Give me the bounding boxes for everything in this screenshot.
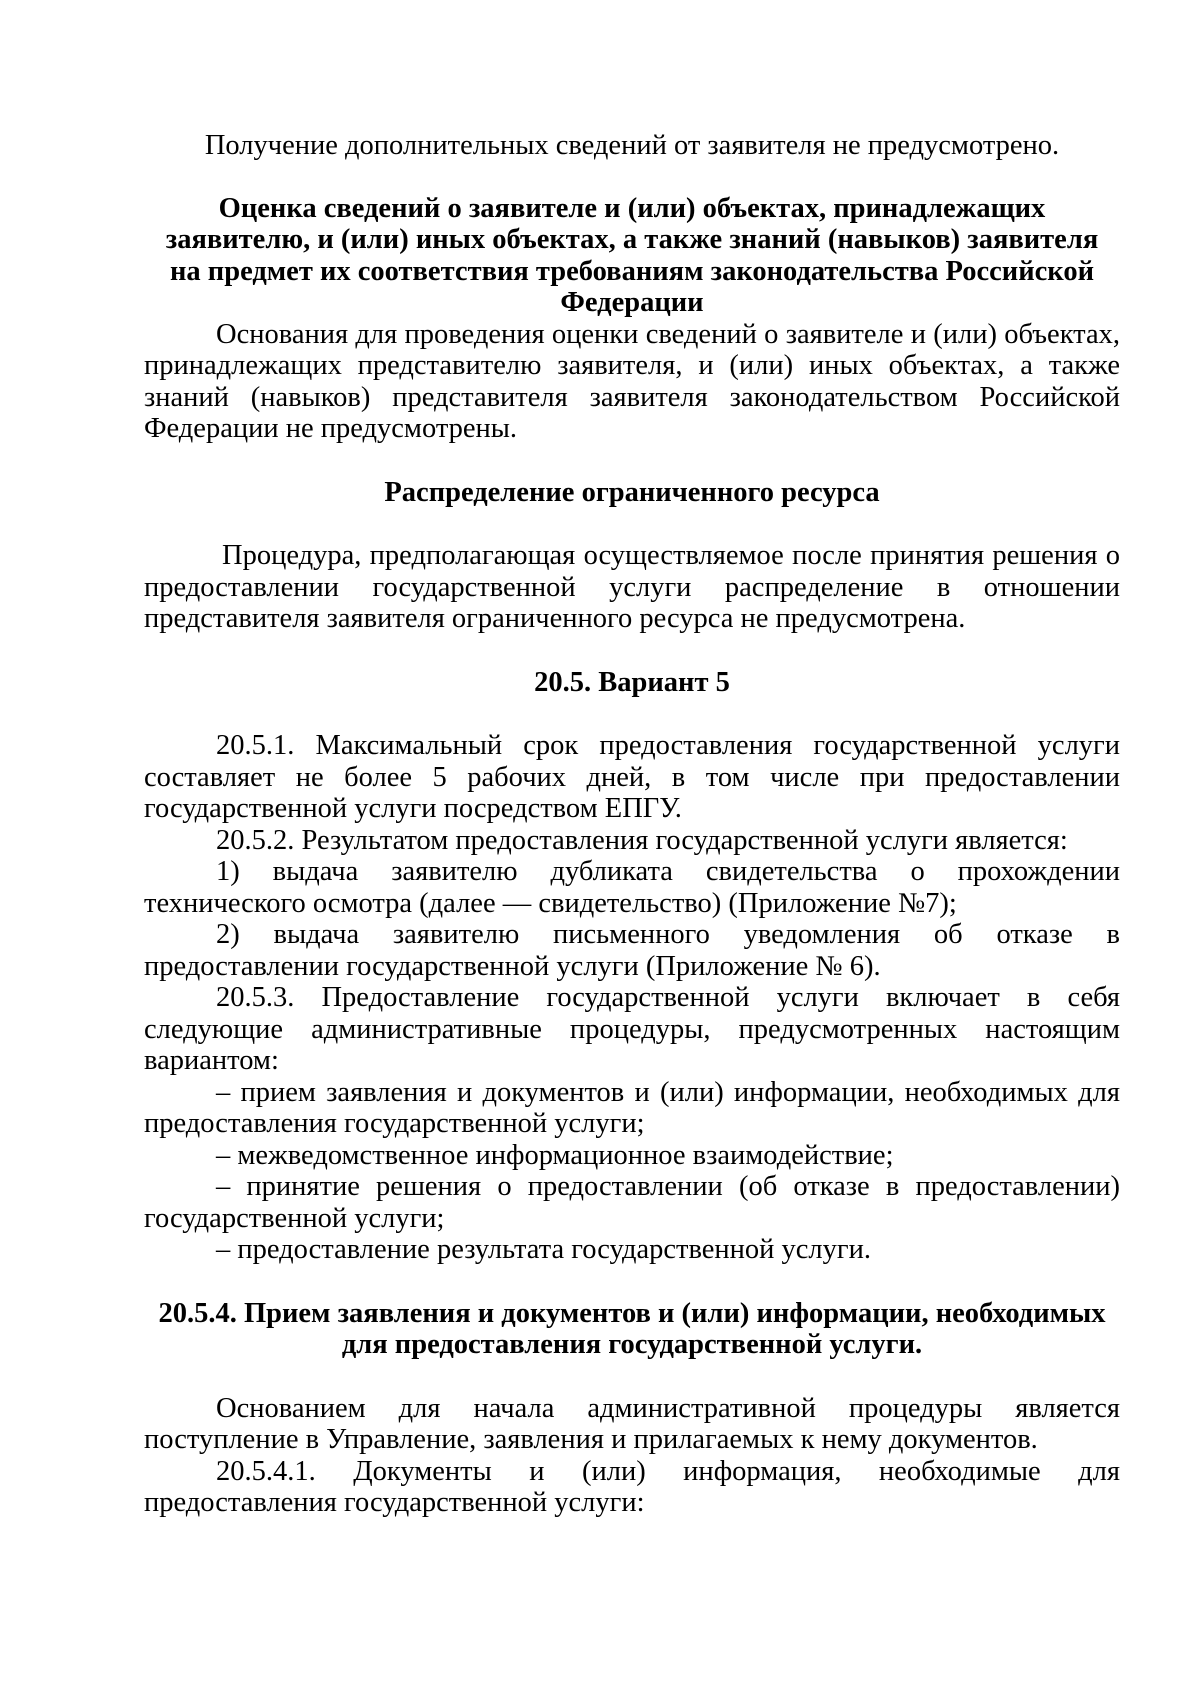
reception-basis-paragraph: Основанием для начала административной процедуры является поступление в Управление, заявления и прилагаемых к нему документов.	[144, 1392, 1120, 1455]
intro-paragraph: Получение дополнительных сведений от заявителя не предусмотрено.	[204, 130, 1060, 161]
procedure-item: – межведомственное информационное взаимодействие;	[216, 1139, 894, 1171]
document-body	[144, 130, 1120, 1519]
procedure-item: – предоставление результата государственной услуги.	[216, 1234, 871, 1265]
reception-documents-paragraph: 20.5.4.1. Документы и (или) информация, необходимые для предоставления государственной услуги:	[144, 1455, 1120, 1518]
procedure-item: – принятие решения о предоставлении (об отказе в предоставлении) государственной услуги;	[144, 1171, 1120, 1234]
procedure-item: – прием заявления и документов и (или) информации, необходимых для предоставления государственной услуги;	[144, 1076, 1120, 1139]
assessment-heading: Оценка сведений о заявителе и (или) объектах, принадлежащих заявителю, и (или) иных объектах, а также знаний (навыков) заявителя на предмет их соответствия требованиям законодательства Российской Федерации	[165, 192, 1099, 318]
variant-term-paragraph: 20.5.1. Максимальный срок предоставления государственной услуги составляет не более 5 рабочих дней, в том числе при предоставлении государственной услуги посредством ЕПГУ.	[144, 730, 1120, 824]
variant-heading: 20.5. Вариант 5	[534, 666, 730, 698]
variant-result-item-1: 1) выдача заявителю дубликата свидетельства о прохождении технического осмотра (далее — свидетельство) (Приложение №7);	[144, 856, 1120, 919]
variant-result-item-2: 2) выдача заявителю письменного уведомления об отказе в предоставлении государственной услуги (Приложение № 6).	[144, 919, 1120, 982]
variant-procedures-paragraph: 20.5.3. Предоставление государственной услуги включает в себя следующие административные процедуры, предусмотренных настоящим вариантом:	[144, 982, 1120, 1076]
resource-body: Процедура, предполагающая осуществляемое после принятия решения о предоставлении государственной услуги распределение в отношении представителя заявителя ограниченного ресурса не предусмотрена.	[144, 540, 1120, 634]
variant-result-paragraph: 20.5.2. Результатом предоставления государственной услуги является:	[216, 824, 1068, 856]
resource-heading: Распределение ограниченного ресурса	[384, 476, 880, 508]
reception-heading: 20.5.4. Прием заявления и документов и (или) информации, необходимых для предоставления государственной услуги.	[158, 1297, 1106, 1360]
assessment-body: Основания для проведения оценки сведений о заявителе и (или) объектах, принадлежащих представителю заявителя, и (или) иных объектах, а также знаний (навыков) представителя заявителя законодательством Российской Федерации не предусмотрены.	[144, 318, 1120, 444]
